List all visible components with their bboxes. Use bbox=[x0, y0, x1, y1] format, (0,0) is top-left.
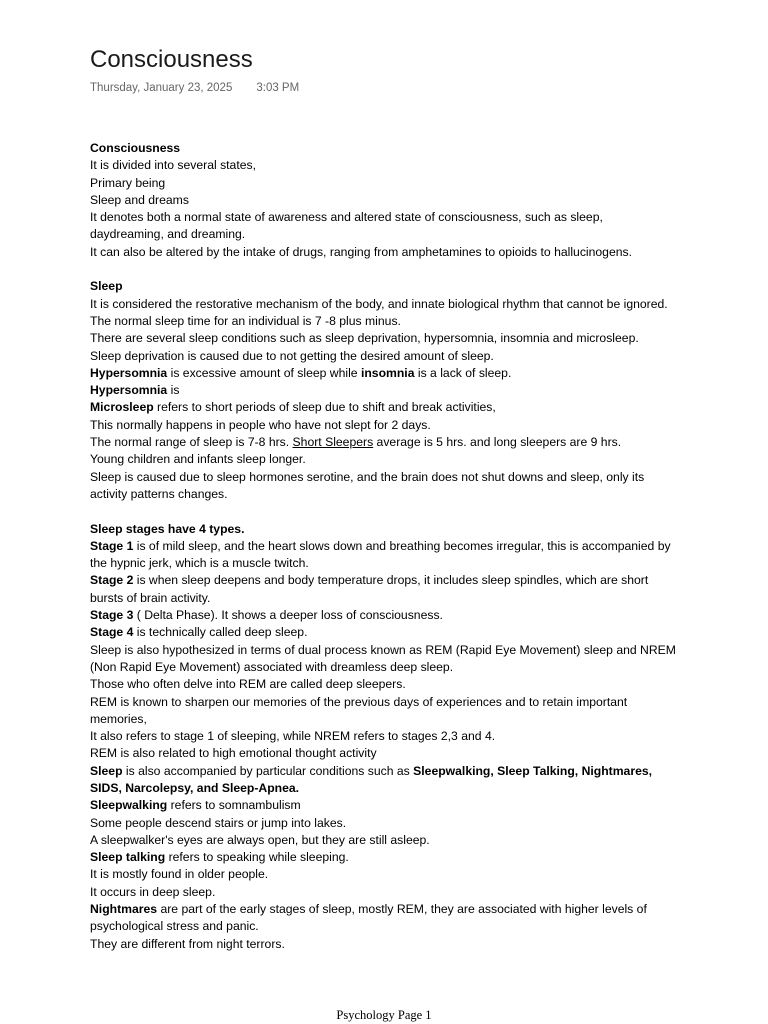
note-line bbox=[90, 451, 680, 468]
bold-text: Stage 3 bbox=[90, 608, 134, 623]
text-run: It can also be altered by the intake of drugs, ranging from amphetamines to opioids to hallucinogens. bbox=[90, 244, 632, 259]
note-line bbox=[90, 365, 680, 382]
note-line bbox=[90, 694, 680, 729]
note-line bbox=[90, 866, 680, 883]
note-line bbox=[90, 244, 680, 261]
note-line bbox=[90, 763, 680, 798]
note-line bbox=[90, 157, 680, 174]
bold-text: Sleep stages have 4 types. bbox=[90, 521, 245, 536]
note-line bbox=[90, 469, 680, 504]
text-run: is excessive amount of sleep while bbox=[167, 365, 361, 380]
text-run: Sleep is caused due to sleep hormones serotine, and the brain does not shut downs and sleep, only its activity patterns changes. bbox=[90, 469, 645, 501]
note-line bbox=[90, 572, 680, 607]
note-line bbox=[90, 330, 680, 347]
page-date: Thursday, January 23, 2025 bbox=[90, 82, 233, 94]
bold-text: Nightmares bbox=[90, 902, 158, 917]
text-run: is also accompanied by particular conditions such as bbox=[122, 763, 414, 778]
page-meta bbox=[90, 82, 299, 94]
note-line bbox=[90, 884, 680, 901]
blank-line bbox=[90, 261, 680, 278]
bold-text: Stage 4 bbox=[90, 625, 134, 640]
note-line bbox=[90, 434, 680, 451]
note-line bbox=[90, 815, 680, 832]
text-run: It denotes both a normal state of awareness and altered state of consciousness, such as sleep, daydreaming, and dreaming. bbox=[90, 210, 603, 242]
bold-text: Consciousness bbox=[90, 141, 181, 155]
bold-text: insomnia bbox=[360, 365, 415, 380]
note-line bbox=[90, 382, 680, 399]
text-run: refers to somnambulism bbox=[167, 798, 301, 813]
note-line bbox=[90, 313, 680, 330]
text-run: is a lack of sleep. bbox=[414, 365, 512, 380]
text-run: REM is also related to high emotional thought activity bbox=[90, 746, 377, 761]
text-run: It occurs in deep sleep. bbox=[90, 884, 216, 899]
blank-line bbox=[90, 503, 680, 520]
note-line bbox=[90, 192, 680, 209]
page-footer: Psychology Page 1 bbox=[336, 1008, 432, 1022]
note-line bbox=[90, 901, 680, 936]
text-run: is when sleep deepens and body temperature drops, it includes sleep spindles, which are short bursts of brain activity. bbox=[90, 573, 649, 605]
text-run: refers to speaking while sleeping. bbox=[165, 850, 349, 865]
text-run: A sleepwalker's eyes are always open, but they are still asleep. bbox=[90, 832, 430, 847]
text-run: are part of the early stages of sleep, mostly REM, they are associated with higher levels of psychological stress and panic. bbox=[90, 902, 647, 934]
note-line bbox=[90, 140, 680, 157]
text-run: is bbox=[167, 383, 180, 398]
note-line bbox=[90, 676, 680, 693]
text-run: Those who often delve into REM are called deep sleepers. bbox=[90, 677, 406, 692]
note-line bbox=[90, 521, 680, 538]
text-run: Young children and infants sleep longer. bbox=[90, 452, 306, 467]
note-line bbox=[90, 728, 680, 745]
note-line bbox=[90, 607, 680, 624]
note-line bbox=[90, 175, 680, 192]
text-run: The normal range of sleep is 7-8 hrs. bbox=[90, 435, 293, 450]
bold-text: Sleep talking bbox=[90, 850, 166, 865]
note-line bbox=[90, 348, 680, 365]
note-line bbox=[90, 849, 680, 866]
text-run: is technically called deep sleep. bbox=[133, 625, 308, 640]
bold-text: Microsleep bbox=[90, 400, 154, 415]
text-run: It is considered the restorative mechanism of the body, and innate biological rhythm that cannot be ignored. bbox=[90, 296, 668, 311]
bold-text: Sleepwalking bbox=[90, 798, 168, 813]
text-run: ( Delta Phase). It shows a deeper loss of consciousness. bbox=[133, 608, 443, 623]
text-run: Sleep deprivation is caused due to not getting the desired amount of sleep. bbox=[90, 348, 494, 363]
text-run: It is divided into several states, bbox=[90, 158, 256, 173]
note-line bbox=[90, 417, 680, 434]
text-run: It also refers to stage 1 of sleeping, while NREM refers to stages 2,3 and 4. bbox=[90, 729, 496, 744]
bold-text: Sleepwalking, Sleep Talking, Nightmares, SIDS, Narcolepsy, and Sleep-Apnea. bbox=[90, 763, 653, 795]
note-line bbox=[90, 209, 680, 244]
text-run: average is 5 hrs. and long sleepers are 9 hrs. bbox=[373, 435, 622, 450]
bold-text: Hypersomnia bbox=[90, 365, 168, 380]
text-run: It is mostly found in older people. bbox=[90, 867, 269, 882]
text-run: refers to short periods of sleep due to shift and break activities, bbox=[153, 400, 496, 415]
page-time: 3:03 PM bbox=[256, 82, 300, 94]
bold-text: Hypersomnia bbox=[90, 383, 168, 398]
text-run: Primary being bbox=[90, 175, 166, 190]
underlined-text: Short Sleepers bbox=[292, 435, 374, 450]
text-run: The normal sleep time for an individual is 7 -8 plus minus. bbox=[90, 313, 401, 328]
text-run: There are several sleep conditions such as sleep deprivation, hypersomnia, insomnia and microsleep. bbox=[90, 331, 639, 346]
note-line bbox=[90, 642, 680, 677]
text-run: Some people descend stairs or jump into lakes. bbox=[90, 815, 347, 830]
bold-text: Stage 2 bbox=[90, 573, 134, 588]
text-run: They are different from night terrors. bbox=[90, 936, 285, 951]
note-line bbox=[90, 278, 680, 295]
text-run: Sleep is also hypothesized in terms of dual process known as REM (Rapid Eye Movement) sleep and NREM (Non Rapid Eye Movement) associated with dreamless deep sleep. bbox=[90, 642, 676, 674]
bold-text: Sleep bbox=[90, 279, 123, 294]
bold-text: Sleep bbox=[90, 763, 123, 778]
note-line bbox=[90, 936, 680, 953]
note-line bbox=[90, 399, 680, 416]
text-run: REM is known to sharpen our memories of the previous days of experiences and to retain important memories, bbox=[90, 694, 628, 726]
note-line bbox=[90, 832, 680, 849]
note-line bbox=[90, 296, 680, 313]
text-run: This normally happens in people who have not slept for 2 days. bbox=[90, 417, 431, 432]
note-line bbox=[90, 624, 680, 641]
text-run: is of mild sleep, and the heart slows down and breathing becomes irregular, this is accompanied by the hypnic jerk, which is a muscle twitch. bbox=[90, 538, 671, 571]
note-line bbox=[90, 797, 680, 814]
text-run: Sleep and dreams bbox=[90, 192, 189, 207]
note-line bbox=[90, 745, 680, 762]
bold-text: Stage 1 bbox=[90, 538, 134, 553]
note-line bbox=[90, 538, 680, 573]
note-body bbox=[90, 140, 680, 953]
page-title: Consciousness bbox=[90, 46, 253, 73]
